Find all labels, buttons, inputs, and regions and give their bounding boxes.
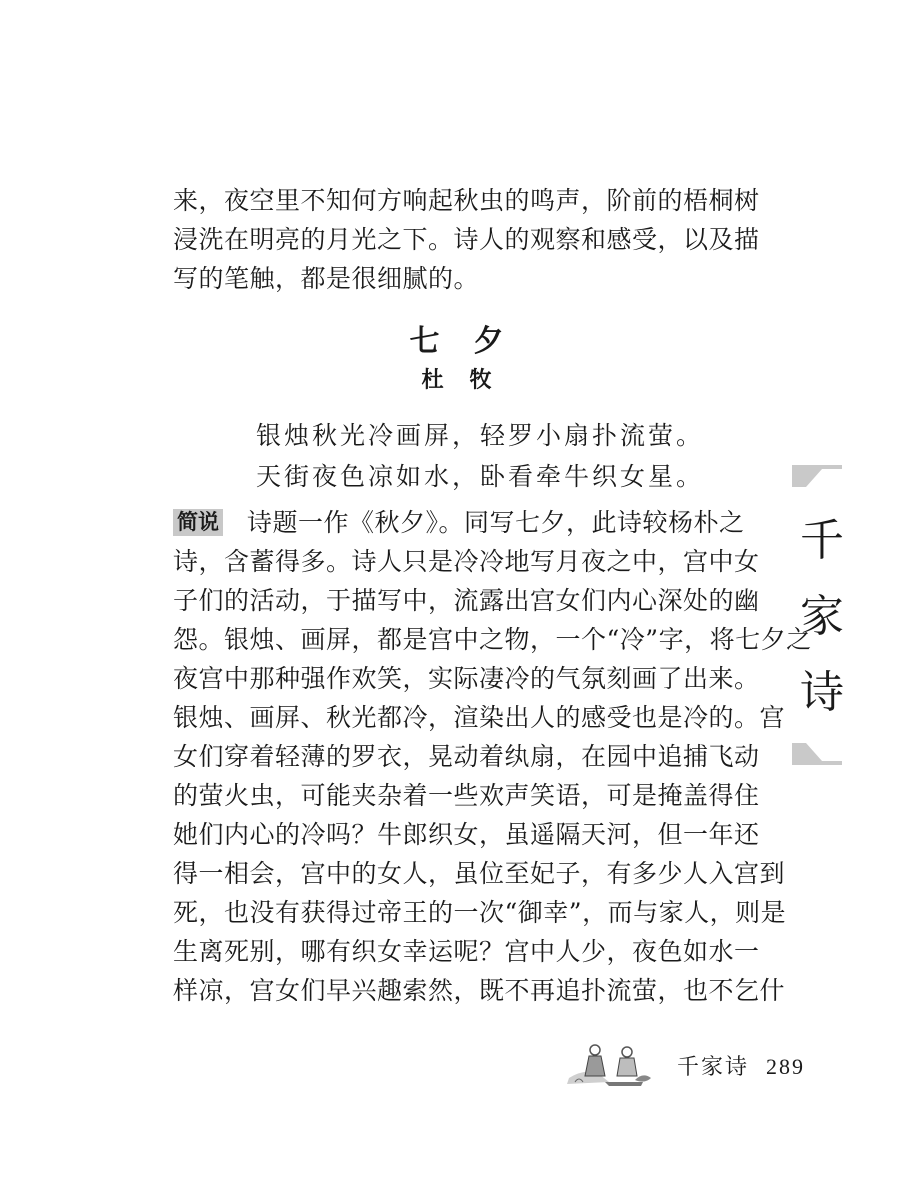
text-line: 她们内心的冷吗？牛郎织女，虽遥隔天河，但一年还 [173, 820, 760, 849]
text-line: 写的笔触，都是很细腻的。 [173, 264, 480, 293]
poem-title: 七夕 [409, 324, 538, 359]
side-tab-char: 家 [800, 591, 844, 642]
page-footer [565, 1038, 805, 1088]
poem-body [256, 415, 704, 497]
section-side-tab [792, 465, 842, 765]
text-line: 来，夜空里不知何方响起秋虫的鸣声，阶前的梧桐树 [173, 186, 760, 215]
figures-illustration-icon [565, 1038, 665, 1088]
commentary-tag: 简说 [173, 509, 223, 536]
text-line: 子们的活动，于描写中，流露出宫女们内心深处的幽 [173, 586, 760, 615]
side-tab-char: 诗 [800, 667, 844, 718]
text-line: 得一相会，宫中的女人，虽位至妃子，有多少人入宫到 [173, 859, 786, 888]
text-line: 生离死别，哪有织女幸运呢？宫中人少，夜色如水一 [173, 937, 760, 966]
text-line: 诗，含蓄得多。诗人只是冷冷地写月夜之中，宫中女 [173, 547, 760, 576]
bracket-top-icon [792, 465, 842, 487]
bracket-bottom-icon [792, 743, 842, 765]
footer-book-title: 千家诗 [677, 1055, 750, 1080]
text-line: 怨。银烛、画屏，都是宫中之物，一个“冷”字，将七夕之 [173, 625, 812, 654]
intro-paragraph [173, 181, 760, 298]
commentary-section [173, 503, 812, 1010]
side-tab-text [800, 503, 850, 731]
text-line: 样凉，宫女们早兴趣索然，既不再追扑流萤，也不乞什 [173, 976, 786, 1005]
side-tab-char: 千 [800, 515, 844, 566]
text-line: 银烛、画屏、秋光都冷，渲染出人的感受也是冷的。宫 [173, 703, 786, 732]
page-number: 289 [766, 1054, 806, 1079]
text-line: 浸洗在明亮的月光之下。诗人的观察和感受，以及描 [173, 225, 760, 254]
commentary-first-line [173, 503, 745, 542]
text-line: 死，也没有获得过帝王的一次“御幸”，而与家人，则是 [173, 898, 787, 927]
commentary-first-text: 诗题一作《秋夕》。同写七夕，此诗较杨朴之 [247, 508, 745, 537]
text-line: 的萤火虫，可能夹杂着一些欢声笑语，可是掩盖得住 [173, 781, 760, 810]
footer-label [677, 1050, 805, 1081]
poem-author: 杜牧 [421, 367, 518, 393]
poem-line: 银烛秋光冷画屏，轻罗小扇扑流萤。 [256, 421, 705, 450]
text-line: 夜宫中那种强作欢笑，实际凄冷的气氛刻画了出来。 [173, 664, 760, 693]
text-line: 女们穿着轻薄的罗衣，晃动着纨扇，在园中追捕飞动 [173, 742, 760, 771]
poem-line: 天街夜色凉如水，卧看牵牛织女星。 [256, 462, 705, 491]
